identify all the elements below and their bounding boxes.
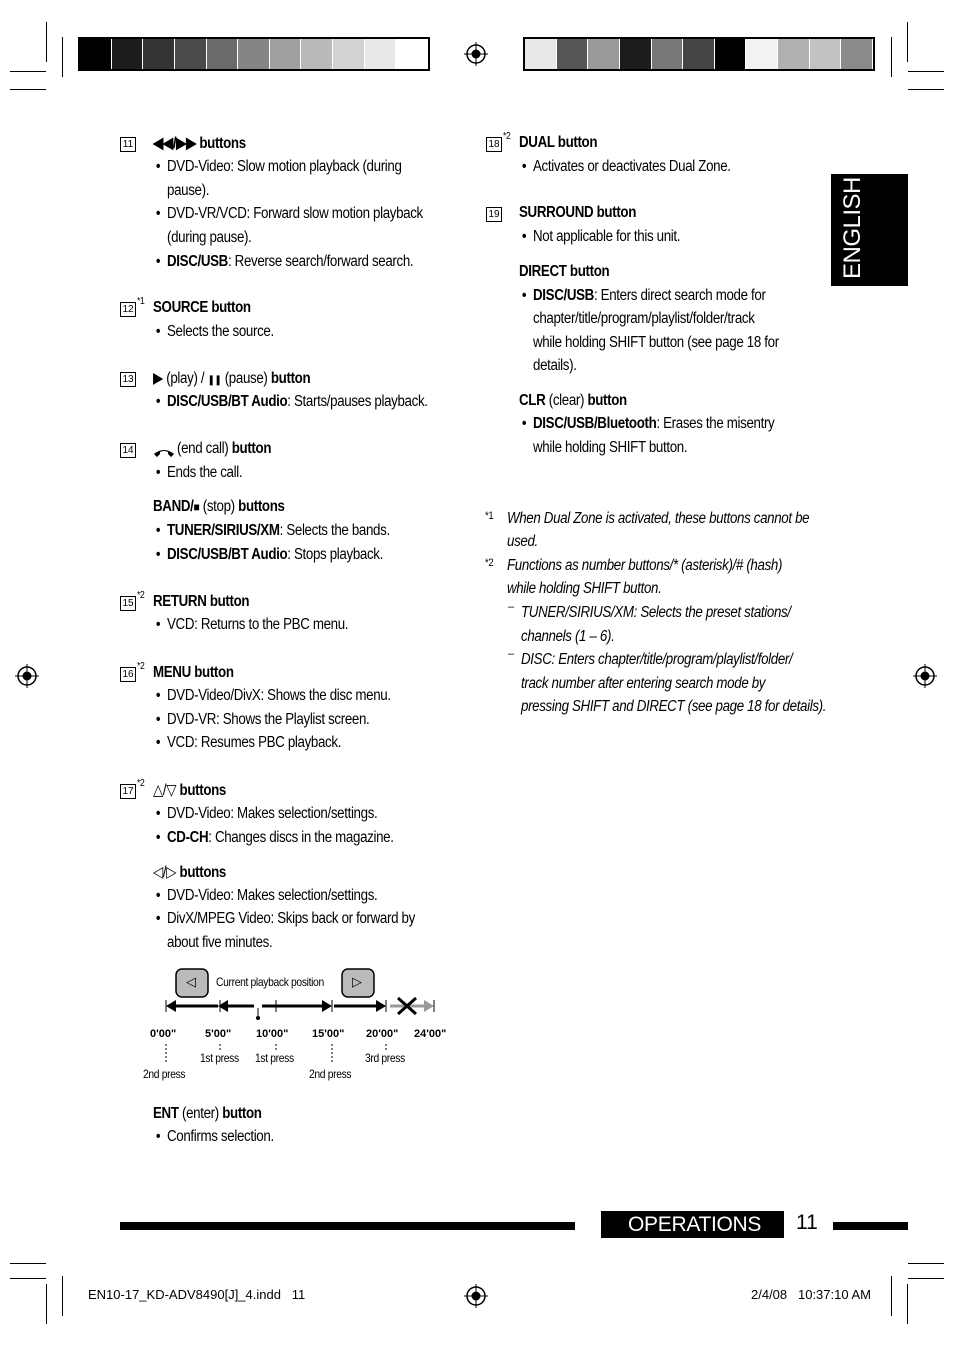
- section-label: OPERATIONS: [628, 1213, 762, 1236]
- list-item: • DVD-VR/VCD: Forward slow motion playback: [167, 205, 423, 223]
- pause-icon: ❚❚: [207, 375, 222, 386]
- footnote-text: When Dual Zone is activated, these buttons cannot be: [507, 510, 810, 527]
- press-label: 2nd press: [309, 1067, 352, 1081]
- section-title: ▶ (play) / ❚❚ (pause) button: [153, 370, 311, 387]
- list-item: • DVD-VR: Shows the Playlist screen.: [167, 711, 369, 729]
- footnote-text: Functions as number buttons/* (asterisk)/# (hash): [507, 557, 783, 574]
- list-item-key: DISC/USB: [167, 253, 228, 270]
- footnote-text: track number after entering search mode by: [521, 675, 766, 692]
- crop-mark: [907, 22, 908, 62]
- dash-marker: –: [508, 601, 515, 613]
- section-title: △/▽ buttons: [153, 782, 227, 799]
- right-column: [480, 0, 830, 1352]
- time-label: 0'00": [150, 1028, 177, 1040]
- sub-title: DIRECT button: [519, 263, 610, 280]
- footnote-text: pressing SHIFT and DIRECT (see page 18 for details).: [521, 698, 827, 715]
- item-number: 11: [120, 137, 136, 152]
- list-item: • DVD-Video: Makes selection/settings.: [167, 805, 377, 823]
- list-item: • DVD-Video: Makes selection/settings.: [167, 887, 377, 905]
- list-item-cont: pause).: [167, 182, 210, 199]
- footnote-mark: *1: [137, 296, 145, 307]
- page-number: 11: [796, 1211, 818, 1234]
- list-item: • VCD: Returns to the PBC menu.: [167, 616, 348, 634]
- crop-mark: [908, 1278, 944, 1279]
- color-swatch: [841, 39, 873, 69]
- list-item: • VCD: Resumes PBC playback.: [167, 734, 341, 752]
- time-label: 10'00": [256, 1028, 289, 1040]
- section-title: ◀◀/▶▶ buttons: [153, 135, 246, 152]
- crop-mark: [907, 1284, 908, 1324]
- list-item: • DivX/MPEG Video: Skips back or forward by: [167, 910, 415, 928]
- footnote-mark: *2: [137, 778, 145, 789]
- list-item: • CD-CH: Changes discs in the magazine.: [167, 829, 394, 847]
- item-number: 19: [486, 207, 502, 222]
- footnote-text: TUNER/SIRIUS/XM: Selects the preset stations/: [521, 604, 791, 621]
- dash-marker: –: [508, 648, 515, 660]
- section-title: DUAL button: [519, 134, 598, 151]
- footnote-mark: *2: [137, 590, 145, 601]
- next-button-glyph: ▷: [352, 974, 362, 989]
- time-label: 5'00": [205, 1028, 232, 1040]
- item-number: 17: [120, 784, 136, 799]
- footnote-mark: *2: [485, 557, 494, 569]
- list-item: • TUNER/SIRIUS/XM: Selects the bands.: [167, 522, 390, 540]
- footnote-mark: *1: [485, 510, 494, 522]
- list-item: • DISC/USB/BT Audio: Starts/pauses playback.: [167, 393, 428, 411]
- crop-mark: [908, 89, 944, 90]
- item-number: 16: [120, 667, 136, 682]
- footnote-text: while holding SHIFT button.: [507, 580, 662, 597]
- list-item: • Ends the call.: [167, 464, 242, 482]
- sub-title: BAND/■ (stop) buttons: [153, 498, 285, 515]
- list-item-cont: chapter/title/program/playlist/folder/track: [533, 310, 755, 327]
- footnote-mark: *2: [503, 131, 511, 142]
- press-label: 1st press: [200, 1051, 239, 1065]
- list-item-cont: details).: [533, 357, 577, 374]
- list-item: • Selects the source.: [167, 323, 274, 341]
- footnote-mark: *2: [137, 661, 145, 672]
- press-label: 2nd press: [143, 1067, 186, 1081]
- list-item: • DISC/USB/BT Audio: Stops playback.: [167, 546, 383, 564]
- item-number: 12: [120, 302, 136, 317]
- list-item: • Confirms selection.: [167, 1128, 274, 1146]
- footnote-text: DISC: Enters chapter/title/program/playlist/folder/: [521, 651, 793, 668]
- list-item: • Not applicable for this unit.: [533, 228, 680, 246]
- diagram-caption: Current playback position: [216, 975, 324, 989]
- time-label: 15'00": [312, 1028, 345, 1040]
- crop-mark: [891, 37, 892, 77]
- item-number: 18: [486, 137, 502, 152]
- language-tab-label: ENGLISH: [839, 177, 866, 279]
- section-title: (end call) button: [177, 440, 272, 457]
- list-item: • Activates or deactivates Dual Zone.: [533, 158, 731, 176]
- sub-title: CLR (clear) button: [519, 392, 627, 409]
- list-item-cont: while holding SHIFT button (see page 18 for: [533, 334, 779, 351]
- list-item: • DVD-Video: Slow motion playback (during: [167, 158, 402, 176]
- stop-icon: ■: [193, 500, 200, 514]
- list-item-text: : Reverse search/forward search.: [227, 253, 414, 270]
- time-label: 24'00": [414, 1028, 447, 1040]
- section-title: RETURN button: [153, 593, 250, 610]
- print-file-info: EN10-17_KD-ADV8490[J]_4.indd 11: [88, 1287, 306, 1302]
- language-tab: [831, 174, 908, 286]
- end-call-icon: [153, 447, 175, 459]
- footer-rule-left: [120, 1222, 575, 1230]
- registration-mark-icon: [913, 664, 937, 688]
- list-item-cont: about five minutes.: [167, 934, 273, 951]
- list-item: • DVD-Video/DivX: Shows the disc menu.: [167, 687, 391, 705]
- footer-rule-right: [833, 1222, 908, 1230]
- crop-mark: [908, 71, 944, 72]
- time-label: 20'00": [366, 1028, 399, 1040]
- list-item: • DISC/USB/Bluetooth: Erases the misentry: [533, 415, 774, 433]
- list-item: [167, 253, 413, 271]
- item-number: 13: [120, 372, 136, 387]
- prev-button-glyph: ◁: [186, 974, 196, 989]
- crop-mark: [908, 1263, 944, 1264]
- footnote-text: channels (1 – 6).: [521, 628, 615, 645]
- section-title: SOURCE button: [153, 299, 251, 316]
- section-title: SURROUND button: [519, 204, 637, 221]
- print-date-info: 2/4/08 10:37:10 AM: [751, 1287, 871, 1302]
- list-item-cont: (during pause).: [167, 229, 252, 246]
- item-number: 15: [120, 596, 136, 611]
- list-item: • DISC/USB: Enters direct search mode for: [533, 287, 766, 305]
- skip-diagram: [140, 964, 460, 1084]
- crop-mark: [891, 1276, 892, 1316]
- section-label-box: [601, 1211, 784, 1238]
- list-item-cont: while holding SHIFT button.: [533, 439, 688, 456]
- press-label: 1st press: [255, 1051, 294, 1065]
- item-number: 14: [120, 443, 136, 458]
- section-title: MENU button: [153, 664, 234, 681]
- press-label: 3rd press: [365, 1051, 405, 1065]
- section-title: ENT (enter) button: [153, 1105, 262, 1122]
- footnote-text: used.: [507, 533, 538, 550]
- sub-title: ◁/▷ buttons: [153, 864, 227, 881]
